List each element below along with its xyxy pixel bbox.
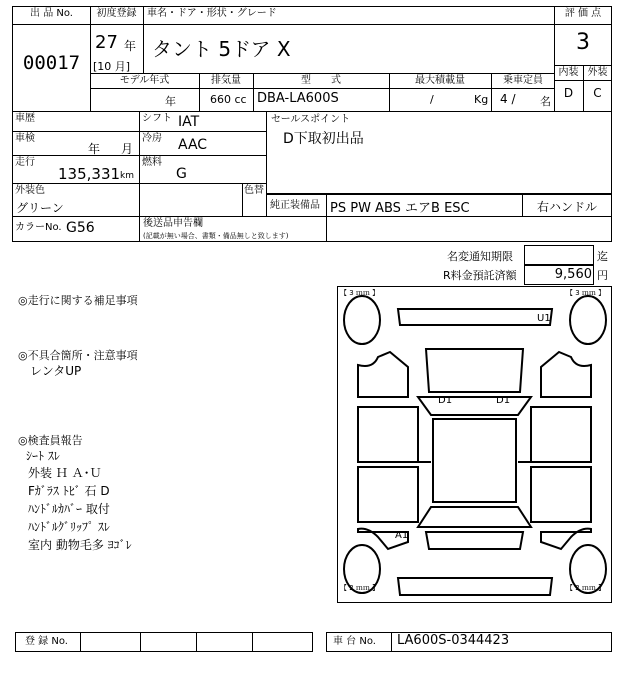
ac-label: 冷房 [142,133,162,144]
chassis-number: LA600S-0344423 [397,633,510,648]
details-mid-divider [139,111,140,217]
inspection-label: 車検 [15,133,35,144]
max-load-label: 最大積載量 [415,75,465,86]
model-year-unit: 年 [165,95,176,108]
load-unit: Kg [474,93,489,106]
damage-mark-d1-right: D1 [496,395,511,406]
lot-divider [12,24,91,25]
documents-divider [326,216,327,242]
reg-no-label: 登 録 No. [25,636,68,647]
shift-label: シフト [142,113,172,124]
model-year-label: モデル年式 [119,75,170,86]
documents-note: (記載が無い場合、書類・備品無しと致します) [143,232,289,240]
equipment-value: PS PW ABS エアB ESC [330,201,470,216]
color-label: 外装色 [15,185,45,196]
color-no-value: G56 [66,220,95,236]
recycle-unit: 円 [597,269,608,282]
exterior-grade: C [593,86,602,100]
first-reg-year-unit: 年 [124,39,137,53]
displacement: 660 cc [210,93,247,106]
interior-label: 内装 [558,67,579,78]
damage-mark-u1: U1 [537,313,551,324]
shift-value: IAT [178,114,200,130]
inspector-line-grip: ﾊﾝﾄﾞﾙｸﾞﾘｯﾌﾟ ｽﾚ [28,520,110,534]
tire-rear-right: 【 2 ｍｍ 】 [566,584,606,592]
capacity-label: 乗車定員 [503,75,543,86]
lot-label: 出 品 No. [30,8,73,19]
specs-divider [90,88,555,89]
reg-no-divider-2 [140,632,141,652]
tire-front-left: 【 3 ｍｍ 】 [340,289,380,297]
capacity-unit: 名 [540,95,551,108]
fuel-label: 燃料 [142,157,162,168]
reg-no-divider-4 [252,632,253,652]
defects-title: ◎不具合箇所・注意事項 [18,349,138,362]
score-value: 3 [576,30,590,55]
score-header-divider [554,24,612,25]
documents-label: 後送品申告欄 [143,218,203,229]
damage-mark-a1: A1 [395,530,409,541]
inspector-line-exterior: 外装 Ｈ Ａ･Ｕ [28,466,102,480]
defect-line: レンタUP [30,364,82,378]
equipment-divider [326,194,327,217]
name-change-unit: 迄 [597,250,608,263]
load-separator: / [430,93,434,106]
reg-no-divider-1 [80,632,81,652]
details-row1 [12,131,267,132]
displacement-label: 排気量 [211,75,241,86]
first-reg-year: 27 [95,32,118,53]
mileage-value: 135,331 [58,165,121,183]
sales-point-label: セールスポイント [271,114,351,125]
name-change-label: 名変通知期限 [447,250,513,263]
first-reg-label: 初度登録 [96,8,137,19]
car-outline-icon [338,287,611,602]
color-change-label: 色替 [244,185,264,196]
capacity: 4 / [500,92,516,106]
tire-rear-left: 【 2 ｍｍ 】 [340,584,380,592]
details-row3 [12,183,267,184]
model-type: DBA-LA600S [257,91,339,106]
name-header-divider [90,24,555,25]
first-reg-divider [143,6,144,74]
interior-grade: D [563,86,574,100]
history-label: 車歴 [15,113,35,124]
type-label: 型 式 [301,75,341,86]
ac-value: AAC [178,137,208,153]
inspector-line-glass: Fｶﾞﾗｽ ﾄﾋﾞ 石 D [28,484,110,498]
inspector-title: ◎検査員報告 [18,434,83,447]
chassis-divider [391,632,392,652]
damage-mark-d1-left: D1 [438,395,453,406]
recycle-label: R料金預託済額 [443,269,517,282]
sales-point-text: D下取初出品 [283,131,364,147]
name-change-box [524,245,594,265]
mileage-label: 走行 [15,157,35,168]
first-reg-month: [10 月] [93,60,131,73]
color-value: グリーン [16,201,64,215]
recycle-value: 9,560 [554,267,592,282]
fuel-value: G [176,166,187,182]
color-no-label: カラーNo. [15,222,62,233]
car-name: タント 5ドア X [152,37,291,61]
chassis-label: 車 台 No. [333,636,376,647]
car-name-label: 車名・ドア・形状・グレード [147,8,277,19]
equipment-label: 純正装備品 [270,200,320,211]
driving-notes-title: ◎走行に関する補足事項 [18,294,138,307]
score-label: 評 価 点 [564,8,602,19]
inspector-line-seat: ｼｰﾄ ｽﾚ [26,449,60,463]
inspection-year-unit: 年 [88,142,101,156]
exterior-label: 外装 [587,67,608,78]
details-row2 [12,155,267,156]
color-no-box [12,216,612,242]
vehicle-diagram [337,286,612,603]
inspector-line-handle-cover: ﾊﾝﾄﾞﾙｶﾊﾞｰ 取付 [28,502,110,516]
mileage-unit: km [120,171,134,181]
reg-no-divider-3 [196,632,197,652]
tire-front-right: 【 3 ｍｍ 】 [566,289,606,297]
inspection-month-unit: 月 [121,142,134,156]
color-no-divider [139,216,140,242]
steering-value: 右ハンドル [536,200,597,214]
lot-number: 00017 [22,52,81,74]
inspector-line-interior: 室内 動物毛多 ﾖｺﾞﾚ [28,538,132,552]
color-change-divider [242,183,243,217]
